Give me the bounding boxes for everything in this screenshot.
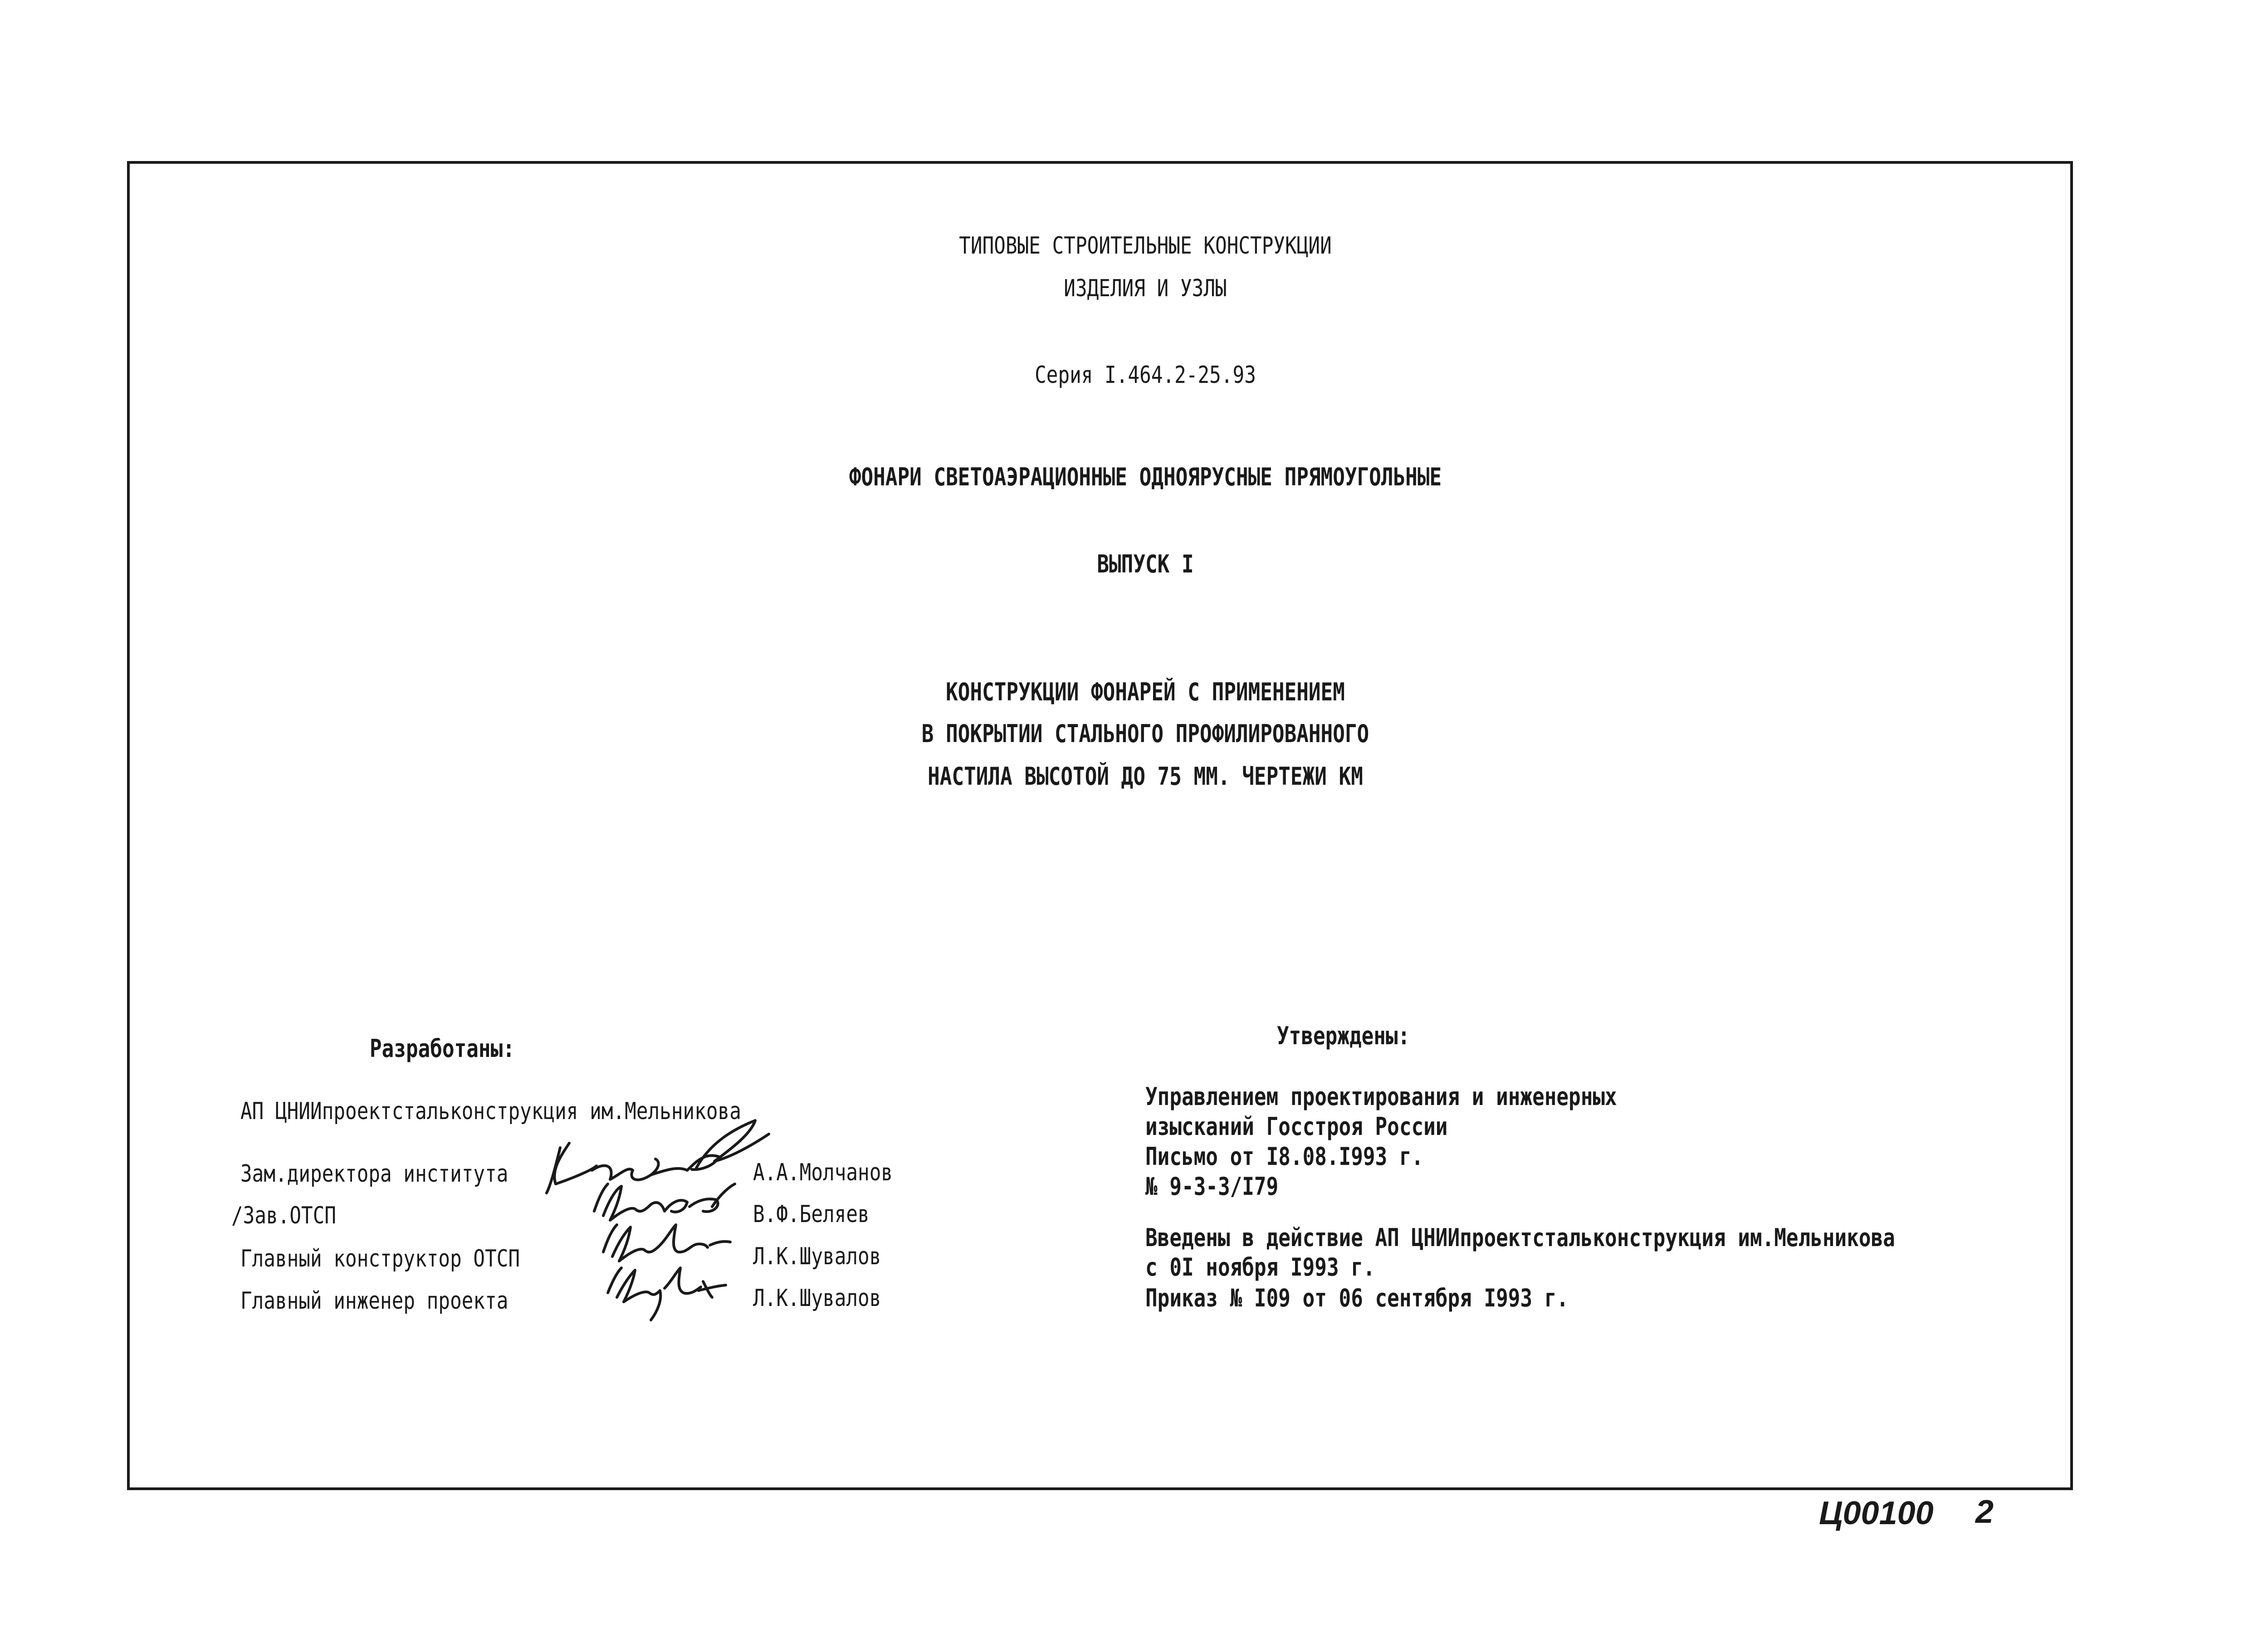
name-shuvalov-2: Л.К.Шувалов	[753, 1285, 881, 1312]
role-chief-engineer: Главный инженер проекта	[240, 1287, 508, 1315]
subtitle-line-1: КОНСТРУКЦИИ ФОНАРЕЙ С ПРИМЕНЕНИЕМ	[946, 678, 1345, 706]
approval-letter-number: № 9-3-3/I79	[1145, 1172, 1279, 1201]
enacted-line-1: Введены в действие АП ЦНИИпроектстальконструкция им.Мельникова	[1145, 1223, 1895, 1252]
subtitle-line-3: НАСТИЛА ВЫСОТОЙ ДО 75 ММ. ЧЕРТЕЖИ КМ	[928, 762, 1363, 791]
header-line-1: ТИПОВЫЕ СТРОИТЕЛЬНЫЕ КОНСТРУКЦИИ	[959, 232, 1332, 259]
signature-shuvalov-2	[596, 1263, 733, 1322]
developed-heading: Разработаны:	[370, 1034, 515, 1063]
name-molchanov: А.А.Молчанов	[753, 1159, 893, 1186]
approved-line-2: изысканий Госстроя России	[1145, 1112, 1448, 1141]
subtitle-line-2: В ПОКРЫТИИ СТАЛЬНОГО ПРОФИЛИРОВАННОГО	[921, 719, 1369, 748]
approval-letter: Письмо от I8.08.I993 г.	[1145, 1142, 1424, 1171]
signature-shuvalov-1	[592, 1220, 737, 1270]
series-number: Серия I.464.2-25.93	[1035, 362, 1256, 389]
name-shuvalov-1: Л.К.Шувалов	[753, 1243, 881, 1270]
document-title: ФОНАРИ СВЕТОАЭРАЦИОННЫЕ ОДНОЯРУСНЫЕ ПРЯМОУГОЛЬНЫЕ	[849, 463, 1442, 491]
issue-number: ВЫПУСК I	[1097, 550, 1194, 578]
role-chief-designer: Главный конструктор ОТСП	[240, 1245, 520, 1272]
page-number: 2	[1975, 1494, 1994, 1530]
role-deputy-director: Зам.директора института	[240, 1160, 508, 1188]
role-head-otsp: /Зав.ОТСП	[231, 1202, 337, 1229]
enacted-order: Приказ № I09 от 06 сентября I993 г.	[1145, 1284, 1569, 1312]
developer-organization: АП ЦНИИпроектстальконструкция им.Мельникова	[240, 1098, 741, 1125]
document-code-stamp: Ц00100	[1819, 1495, 1934, 1531]
enacted-date: с 0I ноября I993 г.	[1145, 1253, 1375, 1281]
approved-line-1: Управлением проектирования и инженерных	[1145, 1082, 1617, 1111]
header-line-2: ИЗДЕЛИЯ И УЗЛЫ	[1064, 275, 1227, 302]
name-belyaev: В.Ф.Беляев	[753, 1201, 870, 1228]
approved-heading: Утверждены:	[1277, 1022, 1410, 1050]
